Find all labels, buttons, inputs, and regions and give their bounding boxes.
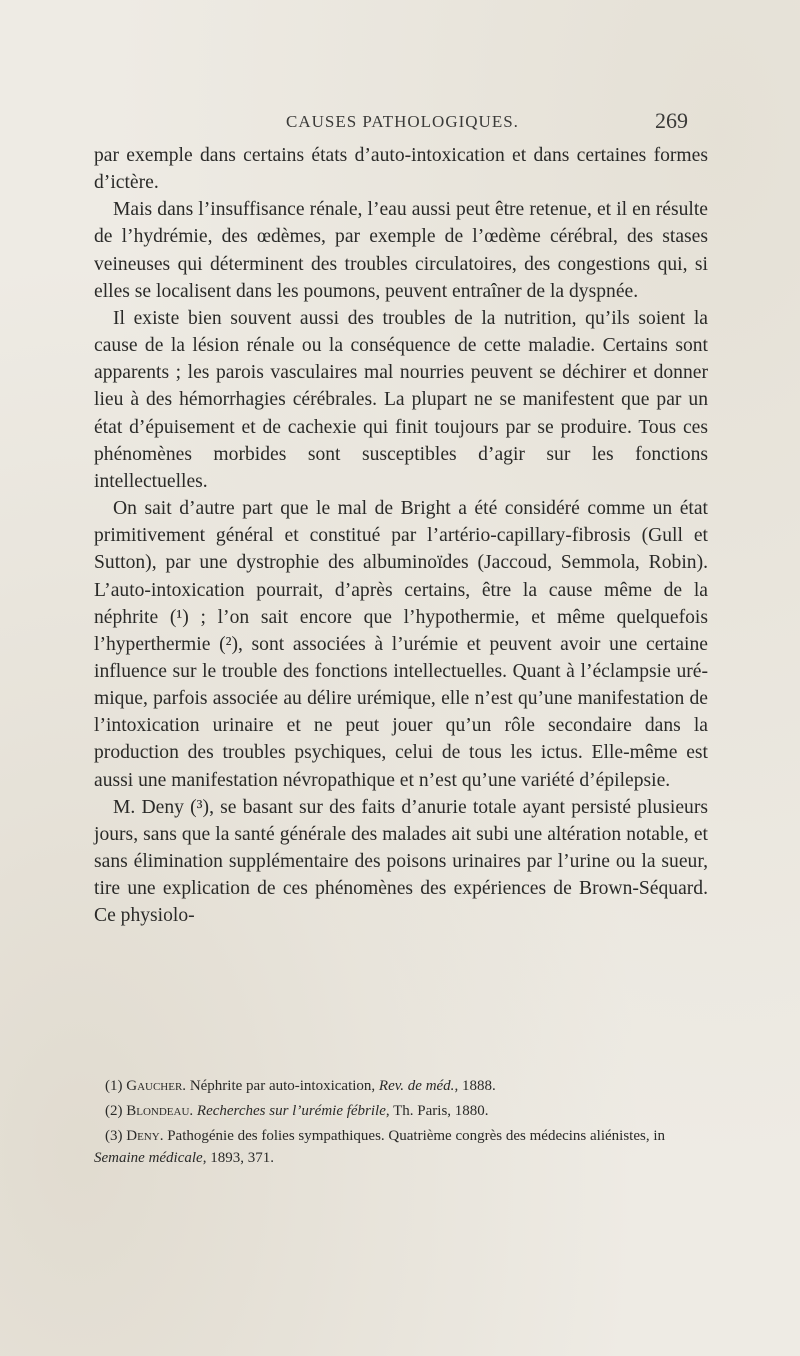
page-number: 269	[655, 108, 688, 133]
footnote-source: Rev. de méd.	[378, 1078, 455, 1094]
running-title: CAUSES PATHOLOGIQUES.	[286, 112, 519, 131]
footnote-1	[94, 1075, 714, 1097]
running-header	[0, 106, 800, 136]
paragraph: Mais dans l’insuffisance rénale, l’eau aussi peut être retenue, et il en résulte de l’hydrémie, des œdèmes, par exemple de l’œdème cérébral, des stases veineuses qui déterminent des troubles circulatoires, des congestions qui, si elles se localisent dans les poumons, peuvent entraîner de la dyspnée.	[94, 199, 708, 302]
paragraph: par exemple dans certains états d’auto-intoxication et dans certaines formes d’ictère.	[94, 145, 708, 194]
footnote-marker: (1)	[105, 1078, 123, 1094]
paragraph: On sait d’autre part que le mal de Bright a été considéré comme un état primitivement général et constitué par l’artério-capillary-fibrosis (Gull et Sutton), par une dystrophie des albuminoïdes (Jaccoud, Semmola, Robin). L’auto-intoxication pourrait, d’après certains, être la cause même de la néphrite (¹) ; l’on sait encore que l’hypothermie, et même quelquefois l’hyperthermie (²), sont associées à l’urémie et peuvent avoir une certaine influence sur le trouble des fonctions intellectuelles. Quant à l’éclampsie urémique, parfois associée au délire urémique, elle n’est qu’une manifestation de l’intoxication urinaire et ne peut jouer qu’un rôle secondaire dans la production des troubles psychiques, celui de tous les ictus. Elle-même est aussi une manifestation névropathique et n’est qu’une variété d’épilepsie.	[94, 498, 708, 791]
footnote-author: Gaucher.	[126, 1078, 187, 1094]
footnote-text: Néphrite par auto-intoxication,	[189, 1078, 376, 1094]
paragraph: M. Deny (³), se basant sur des faits d’anurie totale ayant persisté plusieurs jours, sans que la santé générale des malades ait subi une altération notable, et sans élimination supplémentaire des poisons urinaires par l’urine ou la sueur, tire une explication de ces phénomènes des expériences de Brown-Séquard. Ce physiolo-	[94, 796, 708, 927]
footnote-marker: (2)	[105, 1103, 123, 1119]
paragraph: Il existe bien souvent aussi des troubles de la nutrition, qu’ils soient la cause de la lésion rénale ou la conséquence de cette maladie. Certains sont apparents ; les parois vasculaires mal nourries peuvent se déchirer et donner lieu à des hémorrhagies cérébrales. La plupart ne se manifestent que par un état d’épuisement et de cachexie qui finit toujours par se produire. Tous ces phénomènes morbides sont susceptibles d’agir sur les fonctions intellectuelles.	[94, 307, 708, 492]
footnote-2	[94, 1100, 714, 1122]
footnote-source: Semaine médicale	[94, 1150, 203, 1166]
footnote-tail: , 1893, 371.	[202, 1150, 274, 1166]
footnote-tail: , Th. Paris, 1880.	[385, 1103, 489, 1119]
footnote-author: Deny.	[126, 1128, 164, 1144]
footnote-tail: , 1888.	[454, 1078, 496, 1094]
footnote-3	[94, 1125, 714, 1169]
footnote-author: Blondeau.	[126, 1103, 194, 1119]
footnotes	[94, 1075, 714, 1172]
main-text	[94, 142, 708, 930]
footnote-marker: (3)	[105, 1128, 123, 1144]
footnote-source: Recherches sur l’urémie fébrile	[196, 1103, 386, 1119]
footnote-text: Pathogénie des folies sympathiques. Quatrième congrès des médecins aliénistes, in	[167, 1128, 665, 1144]
